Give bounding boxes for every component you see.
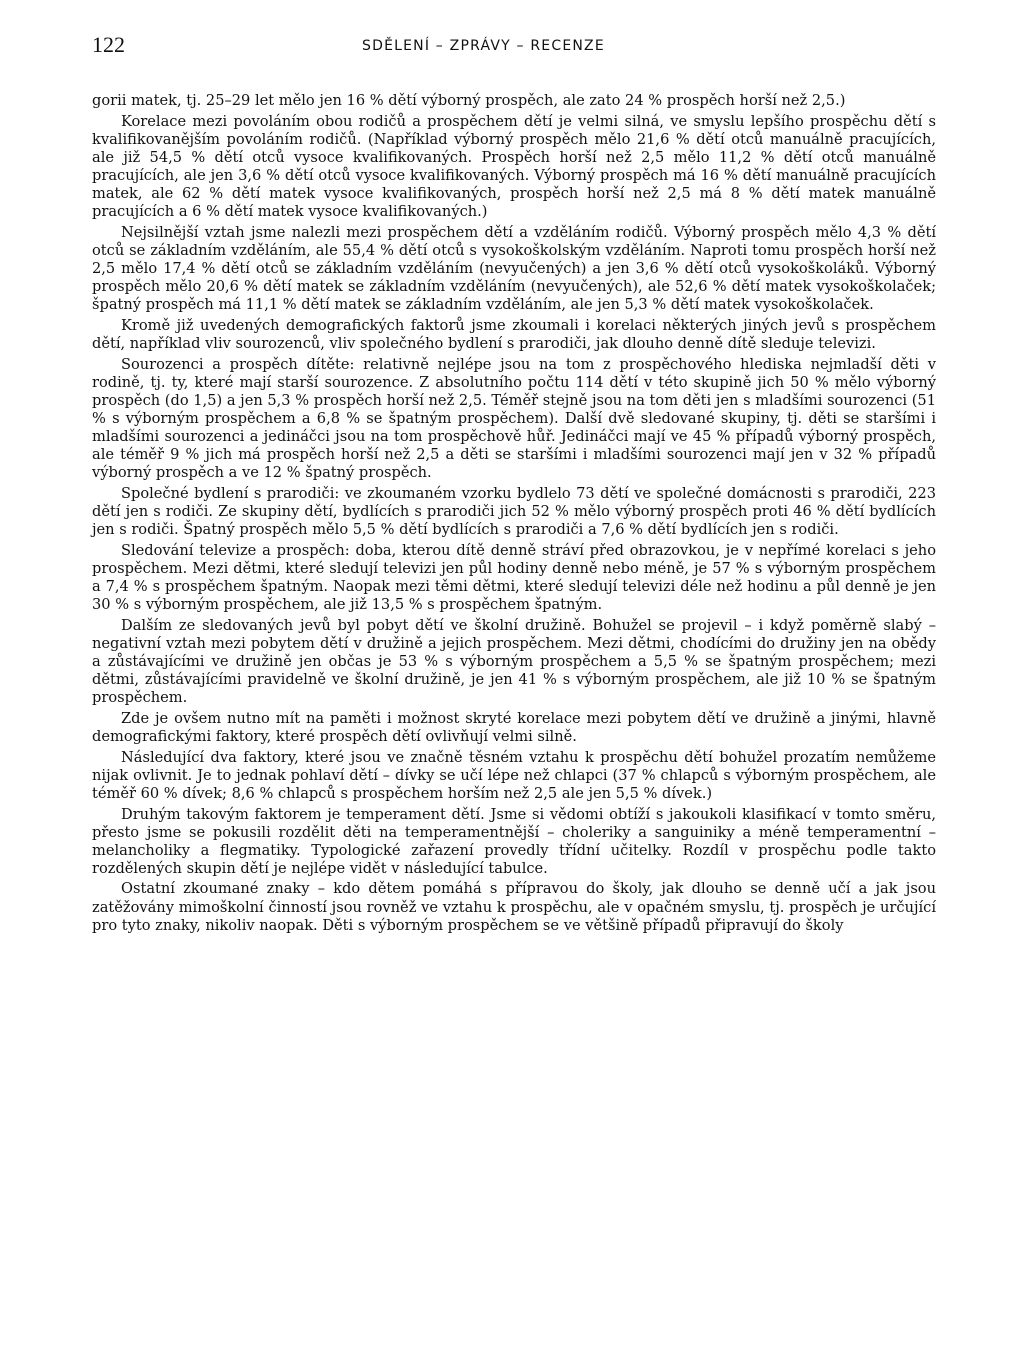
paragraph-other-factors: Kromě již uvedených demografických faktorů jsme zkoumali i korelaci některých jiných jevů s prospěchem dětí, například vliv sourozenců, vliv společného bydlení s prarodiči, jak dlouho denně dítě sleduje televizi.	[92, 316, 936, 352]
page-header	[92, 30, 936, 64]
page-number: 122	[92, 32, 125, 57]
paragraph-after-school-club: Dalším ze sledovaných jevů byl pobyt dětí ve školní družině. Bohužel se projevil – i když poměrně slabý – negativní vztah mezi pobytem dětí v družině a jejich prospěchem. Mezi dětmi, chodícími do družiny jen na obědy a zůstávajícími ve družině jen občas je 53 % s výborným prospěchem a 5,5 % se špatným prospěchem; mezi dětmi, zůstávajícími pravidelně ve školní družině, je jen 41 % s výborným prospěchem, ale již 10 % se špatným prospěchem.	[92, 616, 936, 707]
paragraph-parents-occupation: Korelace mezi povoláním obou rodičů a prospěchem dětí je velmi silná, ve smyslu lepšího prospěchu dětí s kvalifikovanějším povoláním rodičů. (Například výborný prospěch mělo 21,6 % dětí otců manuálně pracujících, ale již 54,5 % dětí otců vysoce kvalifikovaných. Prospěch horší než 2,5 mělo 11,2 % dětí otců manuálně pracujících, ale jen 3,6 % dětí otců vysoce kvalifikovaných. Výborný prospěch má 16 % dětí manuálně pracujících matek, ale 62 % dětí matek vysoce kvalifikovaných, prospěch horší než 2,5 má 8 % dětí matek manuálně pracujících a 6 % dětí matek vysoce kvalifikovaných.)	[92, 112, 936, 221]
running-head: SDĚLENÍ – ZPRÁVY – RECENZE	[362, 38, 605, 54]
paragraph-television: Sledování televize a prospěch: doba, kterou dítě denně stráví před obrazovkou, je v nepřímé korelaci s jeho prospěchem. Mezi dětmi, které sledují televizi jen půl hodiny denně nebo méně, je 57 % s výborným prospěchem a 7,4 % s prospěchem špatným. Naopak mezi těmi dětmi, které sledují televizi déle než hodinu a půl denně je jen 30 % s výborným prospěchem, ale již 13,5 % s prospěchem špatným.	[92, 541, 936, 614]
paragraph-gender: Následující dva faktory, které jsou ve značně těsném vztahu k prospěchu dětí bohužel prozatím nemůžeme nijak ovlivnit. Je to jednak pohlaví dětí – dívky se učí lépe než chlapci (37 % chlapců s výborným prospěchem, ale téměř 60 % dívek; 8,6 % chlapců s prospěchem horším než 2,5 ale jen 5,5 % dívek.)	[92, 748, 936, 802]
paragraph-other-traits: Ostatní zkoumané znaky – kdo dětem pomáhá s přípravou do školy, jak dlouho se denně učí a jak jsou zatěžovány mimoškolní činností jsou rovněž ve vztahu k prospěchu, ale v opačném smyslu, tj. prospěch je určující pro tyto znaky, nikoliv naopak. Děti s výborným prospěchem se ve většině případů připravují do školy	[92, 880, 936, 934]
paragraph-temperament: Druhým takovým faktorem je temperament dětí. Jsme si vědomi obtíží s jakoukoli klasifikací v tomto směru, přesto jsme se pokusili rozdělit děti na temperamentnější – choleriky a sanguiniky a méně temperamentní – melancholiky a flegmatiky. Typologické zařazení provedly třídní učitelky. Rozdíl v prospěchu podle takto rozdělených skupin dětí je nejlépe vidět v následující tabulce.	[92, 805, 936, 877]
paragraph-grandparents: Společné bydlení s prarodiči: ve zkoumaném vzorku bydlelo 73 dětí ve společné domácnosti s prarodiči, 223 dětí jen s rodiči. Ze skupiny dětí, bydlících s prarodiči jich 52 % mělo výborný prospěch proti 46 % dětí bydlících jen s rodiči. Špatný prospěch mělo 5,5 % dětí bydlících s prarodiči a 7,6 % dětí bydlících jen s rodiči.	[92, 484, 936, 539]
paragraph-parents-education: Nejsilnější vztah jsme nalezli mezi prospěchem dětí a vzděláním rodičů. Výborný prospěch mělo 4,3 % dětí otců se základním vzděláním, ale 55,4 % dětí otců s vysokoškolským vzděláním. Naproti tomu prospěch horší než 2,5 mělo 17,4 % dětí otců se základním vzděláním (nevyučených) a jen 3,6 % dětí otců vysokoškoláků. Výborný prospěch mělo 20,6 % dětí matek se základním vzděláním (nevyučených), ale 52,6 % dětí matek vysokoškolaček; špatný prospěch má 11,1 % dětí matek se základním vzděláním, ale jen 5,3 % dětí matek vysokoškolaček.	[92, 223, 936, 314]
body-text	[92, 92, 936, 937]
paragraph-continuation: gorii matek, tj. 25–29 let mělo jen 16 % dětí výborný prospěch, ale zato 24 % prospěch horší než 2,5.)	[92, 92, 846, 109]
paragraph-hidden-correlation: Zde je ovšem nutno mít na paměti i možnost skryté korelace mezi pobytem dětí ve družině a jinými, hlavně demografickými faktory, které prospěch dětí ovlivňují velmi silně.	[92, 709, 936, 745]
paragraph-siblings: Sourozenci a prospěch dítěte: relativně nejlépe jsou na tom z prospěchového hlediska nejmladší děti v rodině, tj. ty, které mají starší sourozence. Z absolutního počtu 114 dětí v této skupině jich 50 % mělo výborný prospěch (do 1,5) a jen 5,3 % prospěch horší než 2,5. Téměř stejně jsou na tom děti jen s mladšími sourozenci (51 % s výborným prospěchem a 6,8 % se špatným prospěchem). Další dvě sledované skupiny, tj. děti se staršími i mladšími sourozenci a jedináčci jsou na tom prospěchově hůř. Jedináčci mají ve 45 % případů výborný prospěch, ale téměř 9 % jich má prospěch horší než 2,5 a děti se staršími i mladšími sourozenci mají jen v 32 % případů výborný prospěch a ve 12 % špatný prospěch.	[92, 355, 936, 482]
